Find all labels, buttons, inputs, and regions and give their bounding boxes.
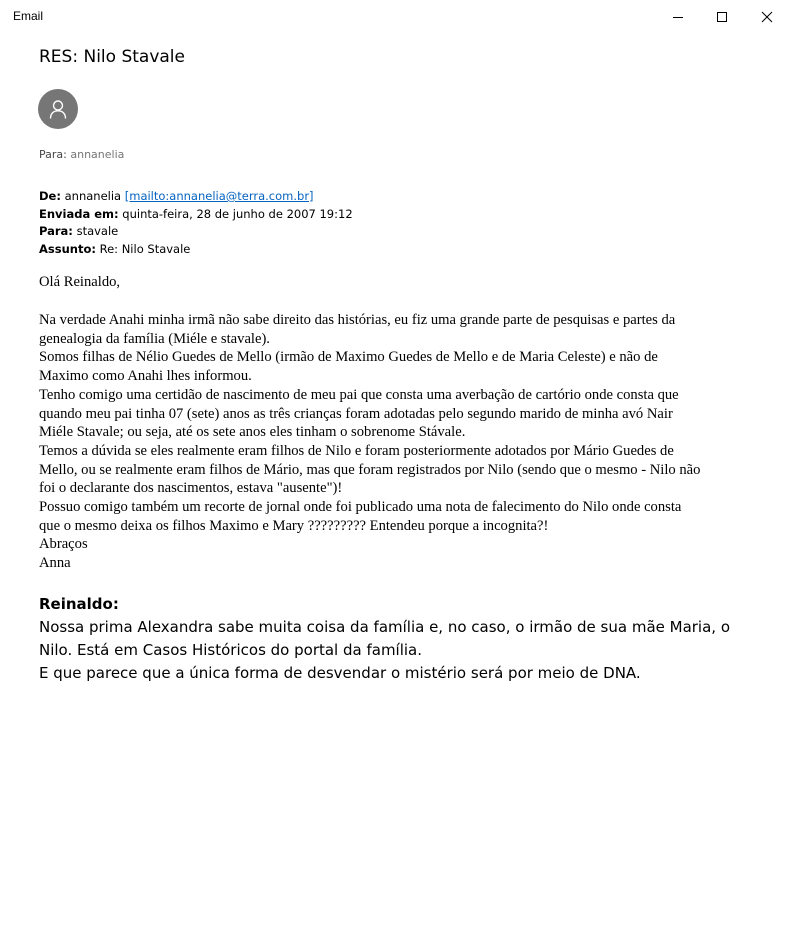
reply-section (39, 594, 759, 685)
body-line: genealogia da família (Miéle e stavale). (39, 330, 270, 347)
close-icon (761, 11, 773, 23)
from-label: De: (39, 189, 61, 203)
sent-label: Enviada em: (39, 206, 119, 221)
body-line: Mello, ou se realmente eram filhos de Mário, mas que foram registrados por Nilo (sendo que o mesmo - Nilo não (39, 461, 701, 478)
minimize-button[interactable] (655, 0, 701, 34)
sent-row (39, 206, 353, 224)
to-row (39, 223, 353, 241)
to-value: stavale (76, 224, 119, 238)
sent-value: quinta-feira, 28 de junho de 2007 19:12 (122, 206, 353, 221)
recipient-line (39, 148, 124, 161)
reply-text (39, 616, 759, 685)
reply-label: Reinaldo: (39, 595, 119, 613)
body-line: Temos a dúvida se eles realmente eram filhos de Nilo e foram posteriormente adotados por Mário Guedes de (39, 442, 674, 459)
close-button[interactable] (744, 0, 790, 34)
body-line: foi o declarante dos nascimentos, estava "ausente")! (39, 480, 343, 497)
window-title: Email (13, 9, 44, 23)
subject-value: Re: Nilo Stavale (99, 241, 191, 256)
body-line: Miéle Stavale; ou seja, até os sete anos eles tinham o sobrenome Stávale. (39, 424, 466, 441)
to-label: Para: (39, 224, 73, 238)
from-name: annanelia (64, 189, 122, 203)
mailto-link[interactable]: [mailto:annanelia@terra.com.br] (124, 189, 314, 203)
body-line: que o mesmo deixa os filhos Maximo e Mary ????????? Entendeu porque a incognita?! (39, 517, 549, 534)
email-subject: RES: Nilo Stavale (39, 47, 185, 67)
body-line: quando meu pai tinha 07 (sete) anos as três crianças foram adotadas pelo segundo marido de minha avó Nair (39, 405, 673, 422)
body-line: Anna (39, 555, 71, 572)
body-line: Tenho comigo uma certidão de nascimento de meu pai que consta uma averbação de cartório onde consta que (39, 386, 679, 403)
greeting: Olá Reinaldo, (39, 274, 121, 290)
body-line: Abraços (39, 536, 88, 553)
maximize-icon (716, 11, 728, 23)
from-row (39, 188, 353, 206)
person-icon (47, 98, 69, 120)
forwarded-header (39, 188, 353, 258)
reply-line: Nilo. Está em Casos Históricos do portal da família. (39, 641, 423, 659)
recipient-label: Para: (39, 148, 67, 161)
reply-line: E que parece que a única forma de desvendar o mistério será por meio de DNA. (39, 664, 641, 682)
subject-row (39, 241, 353, 259)
body-line: Maximo como Anahi lhes informou. (39, 368, 252, 385)
message-body (39, 311, 769, 573)
avatar (38, 89, 78, 129)
body-line: Na verdade Anahi minha irmã não sabe direito das histórias, eu fiz uma grande parte de pesquisas e partes da (39, 312, 676, 328)
body-line: Somos filhas de Nélio Guedes de Mello (irmão de Maximo Guedes de Mello e de Maria Celeste) e não de (39, 349, 658, 366)
body-line: Possuo comigo também um recorte de jornal onde foi publicado uma nota de falecimento do Nilo onde consta (39, 499, 682, 516)
title-bar (0, 0, 790, 34)
minimize-icon (672, 11, 684, 23)
reply-line: Nossa prima Alexandra sabe muita coisa da família e, no caso, o irmão de sua mãe Maria, o (39, 618, 731, 636)
recipient-value[interactable]: annanelia (70, 148, 125, 161)
subject-label: Assunto: (39, 241, 96, 256)
maximize-button[interactable] (699, 0, 745, 34)
